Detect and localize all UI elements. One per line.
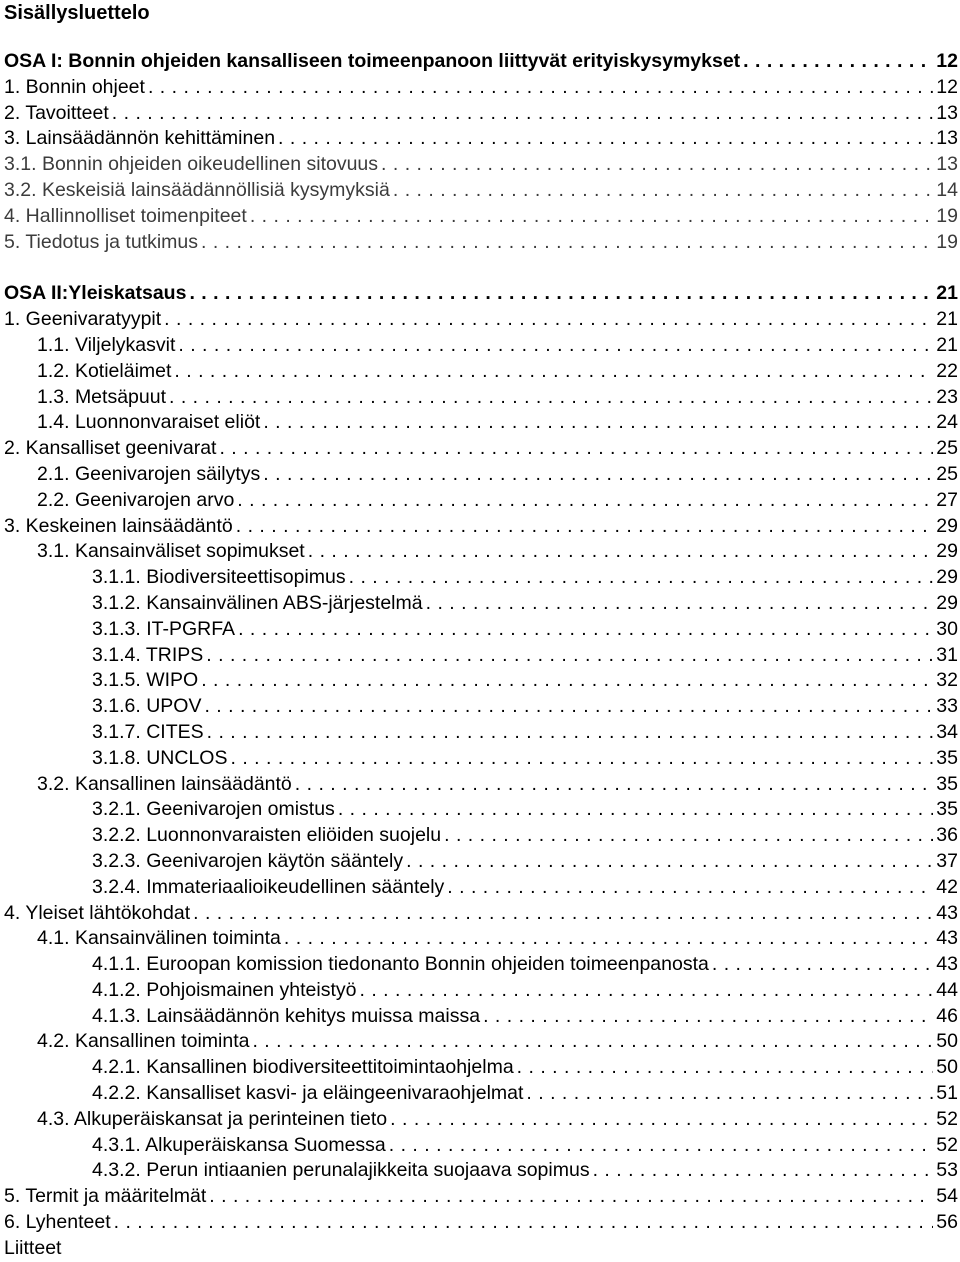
toc-entry[interactable] — [4, 694, 958, 720]
toc-entry-leader-dots — [517, 1055, 933, 1081]
toc-entry[interactable] — [4, 746, 958, 772]
toc-entry[interactable] — [4, 75, 958, 101]
toc-entry-page-number: 33 — [936, 695, 958, 718]
toc-entry[interactable] — [4, 488, 958, 514]
toc-entry-leader-dots — [206, 643, 933, 669]
toc-entry-page-number: 21 — [936, 333, 958, 356]
toc-entry-page-number: 27 — [936, 488, 958, 511]
toc-entry-label: 3.1.3. IT-PGRFA — [92, 617, 236, 640]
toc-entry-page-number: 21 — [936, 282, 958, 305]
toc-entry-page-number: 30 — [936, 617, 958, 640]
toc-entry-page-number: 12 — [936, 50, 958, 72]
toc-entry-leader-dots — [295, 772, 933, 798]
toc-entry-leader-dots — [230, 746, 933, 772]
toc-entry-leader-dots — [743, 49, 933, 75]
toc-entry-leader-dots — [236, 514, 933, 540]
toc-entry-leader-dots — [112, 101, 933, 127]
toc-entry[interactable] — [4, 849, 958, 875]
toc-entry-label: 4.3. Alkuperäiskansat ja perinteinen tieto — [37, 1107, 388, 1130]
toc-entry[interactable] — [4, 926, 958, 952]
toc-entry-leader-dots — [201, 668, 933, 694]
toc-part-2 — [4, 281, 958, 1261]
toc-entry[interactable] — [4, 952, 958, 978]
toc-entry-leader-dots — [174, 359, 933, 385]
toc-entry-leader-dots — [204, 694, 933, 720]
toc-entry[interactable] — [4, 978, 958, 1004]
toc-entry[interactable] — [4, 1236, 958, 1262]
toc-entry-page-number: 19 — [936, 230, 958, 253]
toc-entry-page-number: 43 — [936, 927, 958, 950]
toc-entry[interactable] — [4, 204, 958, 230]
toc-entry-page-number: 43 — [936, 953, 958, 976]
toc-entry-page-number: 50 — [936, 1030, 958, 1053]
toc-entry-page-number: 35 — [936, 746, 958, 769]
toc-entry-page-number: 44 — [936, 978, 958, 1001]
toc-entry-page-number: 24 — [936, 411, 958, 434]
toc-entry-leader-dots — [250, 204, 933, 230]
toc-entry-leader-dots — [393, 178, 933, 204]
toc-entry-leader-dots — [189, 281, 933, 307]
toc-entry-page-number: 29 — [936, 540, 958, 563]
toc-entry[interactable] — [4, 514, 958, 540]
toc-entry-leader-dots — [114, 1210, 933, 1236]
toc-entry-page-number: 42 — [936, 875, 958, 898]
toc-entry[interactable] — [4, 230, 958, 256]
toc-entry[interactable] — [4, 462, 958, 488]
toc-entry-page-number: 46 — [936, 1004, 958, 1027]
toc-entry-label: 3.1.7. CITES — [92, 720, 204, 743]
toc-entry-leader-dots — [178, 333, 933, 359]
toc-entry-label: 1.3. Metsäpuut — [37, 385, 166, 408]
toc-entry-page-number: 32 — [936, 669, 958, 692]
toc-entry-label: 2. Kansalliset geenivarat — [4, 437, 217, 460]
toc-entry[interactable] — [4, 307, 958, 333]
toc-entry[interactable] — [4, 772, 958, 798]
toc-entry-label: 2. Tavoitteet — [4, 101, 109, 124]
toc-entry-page-number: 52 — [936, 1107, 958, 1130]
toc-entry-page-number: 29 — [936, 591, 958, 614]
toc-entry-label: 2.1. Geenivarojen säilytys — [37, 462, 261, 485]
toc-entry-label: 3.1. Kansainväliset sopimukset — [37, 540, 305, 563]
toc-entry-label: 3.1. Bonnin ohjeiden oikeudellinen sitovuus — [4, 153, 379, 176]
toc-entry[interactable] — [4, 101, 958, 127]
toc-entry-page-number: 53 — [936, 1159, 958, 1182]
toc-entry-leader-dots — [360, 978, 934, 1004]
toc-entry-page-number: 21 — [936, 308, 958, 331]
toc-entry-label: 4. Yleiset lähtökohdat — [4, 901, 191, 924]
toc-entry-leader-dots — [148, 75, 933, 101]
toc-entry[interactable] — [4, 152, 958, 178]
toc-entry-label: Liitteet — [4, 1236, 62, 1259]
toc-entry[interactable] — [4, 823, 958, 849]
toc-entry-leader-dots — [526, 1081, 933, 1107]
toc-entry-page-number: 25 — [936, 462, 958, 485]
page-title: Sisällysluettelo — [4, 2, 150, 24]
toc-entry-leader-dots — [593, 1158, 933, 1184]
toc-entry-leader-dots — [284, 926, 933, 952]
toc-entry-leader-dots — [263, 410, 933, 436]
toc-entry-leader-dots — [238, 617, 933, 643]
toc-entry-label: 4.1.1. Euroopan komission tiedonanto Bonnin ohjeiden toimeenpanosta — [92, 953, 709, 976]
toc-entry[interactable] — [4, 1107, 958, 1133]
toc-entry-leader-dots — [308, 539, 933, 565]
toc-entry-label: 1.2. Kotieläimet — [37, 359, 172, 382]
toc-entry-page-number: 31 — [936, 643, 958, 666]
toc-entry-label: 5. Termit ja määritelmät — [4, 1185, 207, 1208]
toc-entry[interactable] — [4, 1029, 958, 1055]
toc-entry-label: 5. Tiedotus ja tutkimus — [4, 230, 199, 253]
toc-entry-label: 4.1. Kansainvälinen toiminta — [37, 927, 281, 950]
toc-entry-leader-dots — [389, 1133, 933, 1159]
toc-entry[interactable] — [4, 333, 958, 359]
toc-part-1 — [4, 49, 958, 255]
toc-entry-leader-dots — [349, 565, 933, 591]
toc-entry[interactable] — [4, 178, 958, 204]
toc-entry[interactable] — [4, 385, 958, 411]
toc-entry-label: 3.2. Keskeisiä lainsäädännöllisiä kysymyksiä — [4, 178, 390, 201]
toc-entry[interactable] — [4, 565, 958, 591]
toc-entry-label: 3.2.1. Geenivarojen omistus — [92, 798, 335, 821]
toc-entry-label: 3.1.4. TRIPS — [92, 643, 204, 666]
toc-entry[interactable] — [4, 901, 958, 927]
toc-entry-label: 3. Keskeinen lainsäädäntö — [4, 514, 233, 537]
toc-entry-leader-dots — [237, 488, 933, 514]
toc-entry[interactable] — [4, 1055, 958, 1081]
toc-entry-page-number: 34 — [936, 720, 958, 743]
toc-entry-label: 3. Lainsäädännön kehittäminen — [4, 127, 276, 150]
toc-entry-page-number: 56 — [936, 1211, 958, 1234]
toc-entry-page-number: 13 — [936, 127, 958, 150]
toc-entry-leader-dots — [219, 436, 933, 462]
toc-entry-label: 4.1.3. Lainsäädännön kehitys muissa maissa — [92, 1004, 481, 1027]
toc-entry-leader-dots — [201, 230, 933, 256]
toc-entry-label: 4.3.2. Perun intiaanien perunalajikkeita suojaava sopimus — [92, 1159, 590, 1182]
spacer — [4, 255, 958, 281]
spacer — [4, 27, 958, 49]
toc-entry-page-number: 35 — [936, 798, 958, 821]
toc-entry-leader-dots — [193, 901, 933, 927]
toc-entry[interactable] — [4, 643, 958, 669]
toc-entry-label: 4.2.2. Kansalliset kasvi- ja eläingeenivaraohjelmat — [92, 1082, 524, 1105]
toc-entry-leader-dots — [381, 152, 933, 178]
toc-entry-leader-dots — [406, 849, 933, 875]
toc-entry-label: 4. Hallinnolliset toimenpiteet — [4, 204, 247, 227]
toc-entry-label: 6. Lyhenteet — [4, 1211, 111, 1234]
toc-entry-label: 3.2. Kansallinen lainsäädäntö — [37, 772, 292, 795]
toc-entry-page-number: 29 — [936, 566, 958, 589]
toc-entry-label: 1. Geenivaratyypit — [4, 308, 162, 331]
toc-entry-leader-dots — [712, 952, 933, 978]
toc-entry-label: 4.1.2. Pohjoismainen yhteistyö — [92, 978, 357, 1001]
toc-entry-page-number: 14 — [936, 178, 958, 201]
toc-entry-leader-dots — [426, 591, 933, 617]
toc-entry[interactable] — [4, 720, 958, 746]
toc-entry-page-number: 23 — [936, 385, 958, 408]
toc-entry-label: 3.1.8. UNCLOS — [92, 746, 228, 769]
toc-entry-label: OSA II:Yleiskatsaus — [4, 282, 187, 305]
toc-entry-page-number: 43 — [936, 901, 958, 924]
toc-entry-page-number: 13 — [936, 101, 958, 124]
toc-entry[interactable] — [4, 281, 958, 307]
toc-entry-page-number: 19 — [936, 204, 958, 227]
toc-entry-label: 3.2.4. Immateriaalioikeudellinen sääntely — [92, 875, 445, 898]
toc-entry-label: 3.1.5. WIPO — [92, 669, 199, 692]
toc-entry-leader-dots — [164, 307, 933, 333]
toc-entry-page-number: 36 — [936, 824, 958, 847]
toc-entry-page-number: 50 — [936, 1056, 958, 1079]
toc-entry[interactable] — [4, 1210, 958, 1236]
toc-entry-page-number: 54 — [936, 1185, 958, 1208]
toc-entry-leader-dots — [278, 126, 933, 152]
toc-entry-leader-dots — [483, 1004, 933, 1030]
toc-entry-label: 2.2. Geenivarojen arvo — [37, 488, 235, 511]
toc-entry-page-number: 22 — [936, 359, 958, 382]
toc-entry-label: 1. Bonnin ohjeet — [4, 75, 145, 98]
toc-entry-page-number: 13 — [936, 153, 958, 176]
toc-entry-label: 3.2.2. Luonnonvaraisten eliöiden suojelu — [92, 824, 442, 847]
toc-entry[interactable] — [4, 1184, 958, 1210]
toc-entry-label: 4.2.1. Kansallinen biodiversiteettitoimintaohjelma — [92, 1056, 514, 1079]
toc-entry-label: 1.4. Luonnonvaraiset eliöt — [37, 411, 261, 434]
toc-entry[interactable] — [4, 1133, 958, 1159]
toc-entry-label: 4.2. Kansallinen toiminta — [37, 1030, 250, 1053]
toc-entry[interactable] — [4, 359, 958, 385]
toc-entry-label: 3.1.6. UPOV — [92, 695, 202, 718]
toc-entry[interactable] — [4, 49, 958, 75]
toc-entry-page-number: 52 — [936, 1133, 958, 1156]
toc-entry-page-number: 25 — [936, 437, 958, 460]
toc-entry[interactable] — [4, 1004, 958, 1030]
toc-entry-leader-dots — [390, 1107, 933, 1133]
toc-entry-leader-dots — [444, 823, 933, 849]
toc-entry-label: 3.2.3. Geenivarojen käytön sääntely — [92, 849, 404, 872]
toc-entry[interactable] — [4, 410, 958, 436]
toc-entry[interactable] — [4, 668, 958, 694]
toc-entry-leader-dots — [169, 385, 933, 411]
toc-entry-label: 4.3.1. Alkuperäiskansa Suomessa — [92, 1133, 386, 1156]
toc-entry-label: 3.1.2. Kansainvälinen ABS-järjestelmä — [92, 591, 423, 614]
toc-entry-label: 1.1. Viljelykasvit — [37, 333, 176, 356]
toc-entry[interactable] — [4, 1158, 958, 1184]
toc-entry-label: OSA I: Bonnin ohjeiden kansalliseen toimeenpanoon liittyvät erityiskysymykset — [4, 50, 741, 72]
toc-entry[interactable] — [4, 1081, 958, 1107]
table-of-contents — [4, 0, 958, 1262]
toc-entry[interactable] — [4, 539, 958, 565]
toc-entry[interactable] — [4, 875, 958, 901]
toc-entry-page-number: 29 — [936, 514, 958, 537]
toc-entry-page-number: 37 — [936, 849, 958, 872]
toc-entry-leader-dots — [447, 875, 933, 901]
toc-entry-leader-dots — [263, 462, 933, 488]
toc-entry-leader-dots — [252, 1029, 933, 1055]
toc-entry-page-number: 12 — [936, 75, 958, 98]
toc-entry[interactable] — [4, 617, 958, 643]
toc-entry[interactable] — [4, 797, 958, 823]
toc-entry[interactable] — [4, 436, 958, 462]
toc-entry-leader-dots — [207, 720, 933, 746]
toc-entry-label: 3.1.1. Biodiversiteettisopimus — [92, 566, 346, 589]
toc-entry-leader-dots — [338, 797, 933, 823]
toc-entry[interactable] — [4, 591, 958, 617]
toc-entry-page-number: 51 — [936, 1082, 958, 1105]
toc-entry-leader-dots — [209, 1184, 933, 1210]
toc-entry[interactable] — [4, 126, 958, 152]
toc-entry-page-number: 35 — [936, 772, 958, 795]
